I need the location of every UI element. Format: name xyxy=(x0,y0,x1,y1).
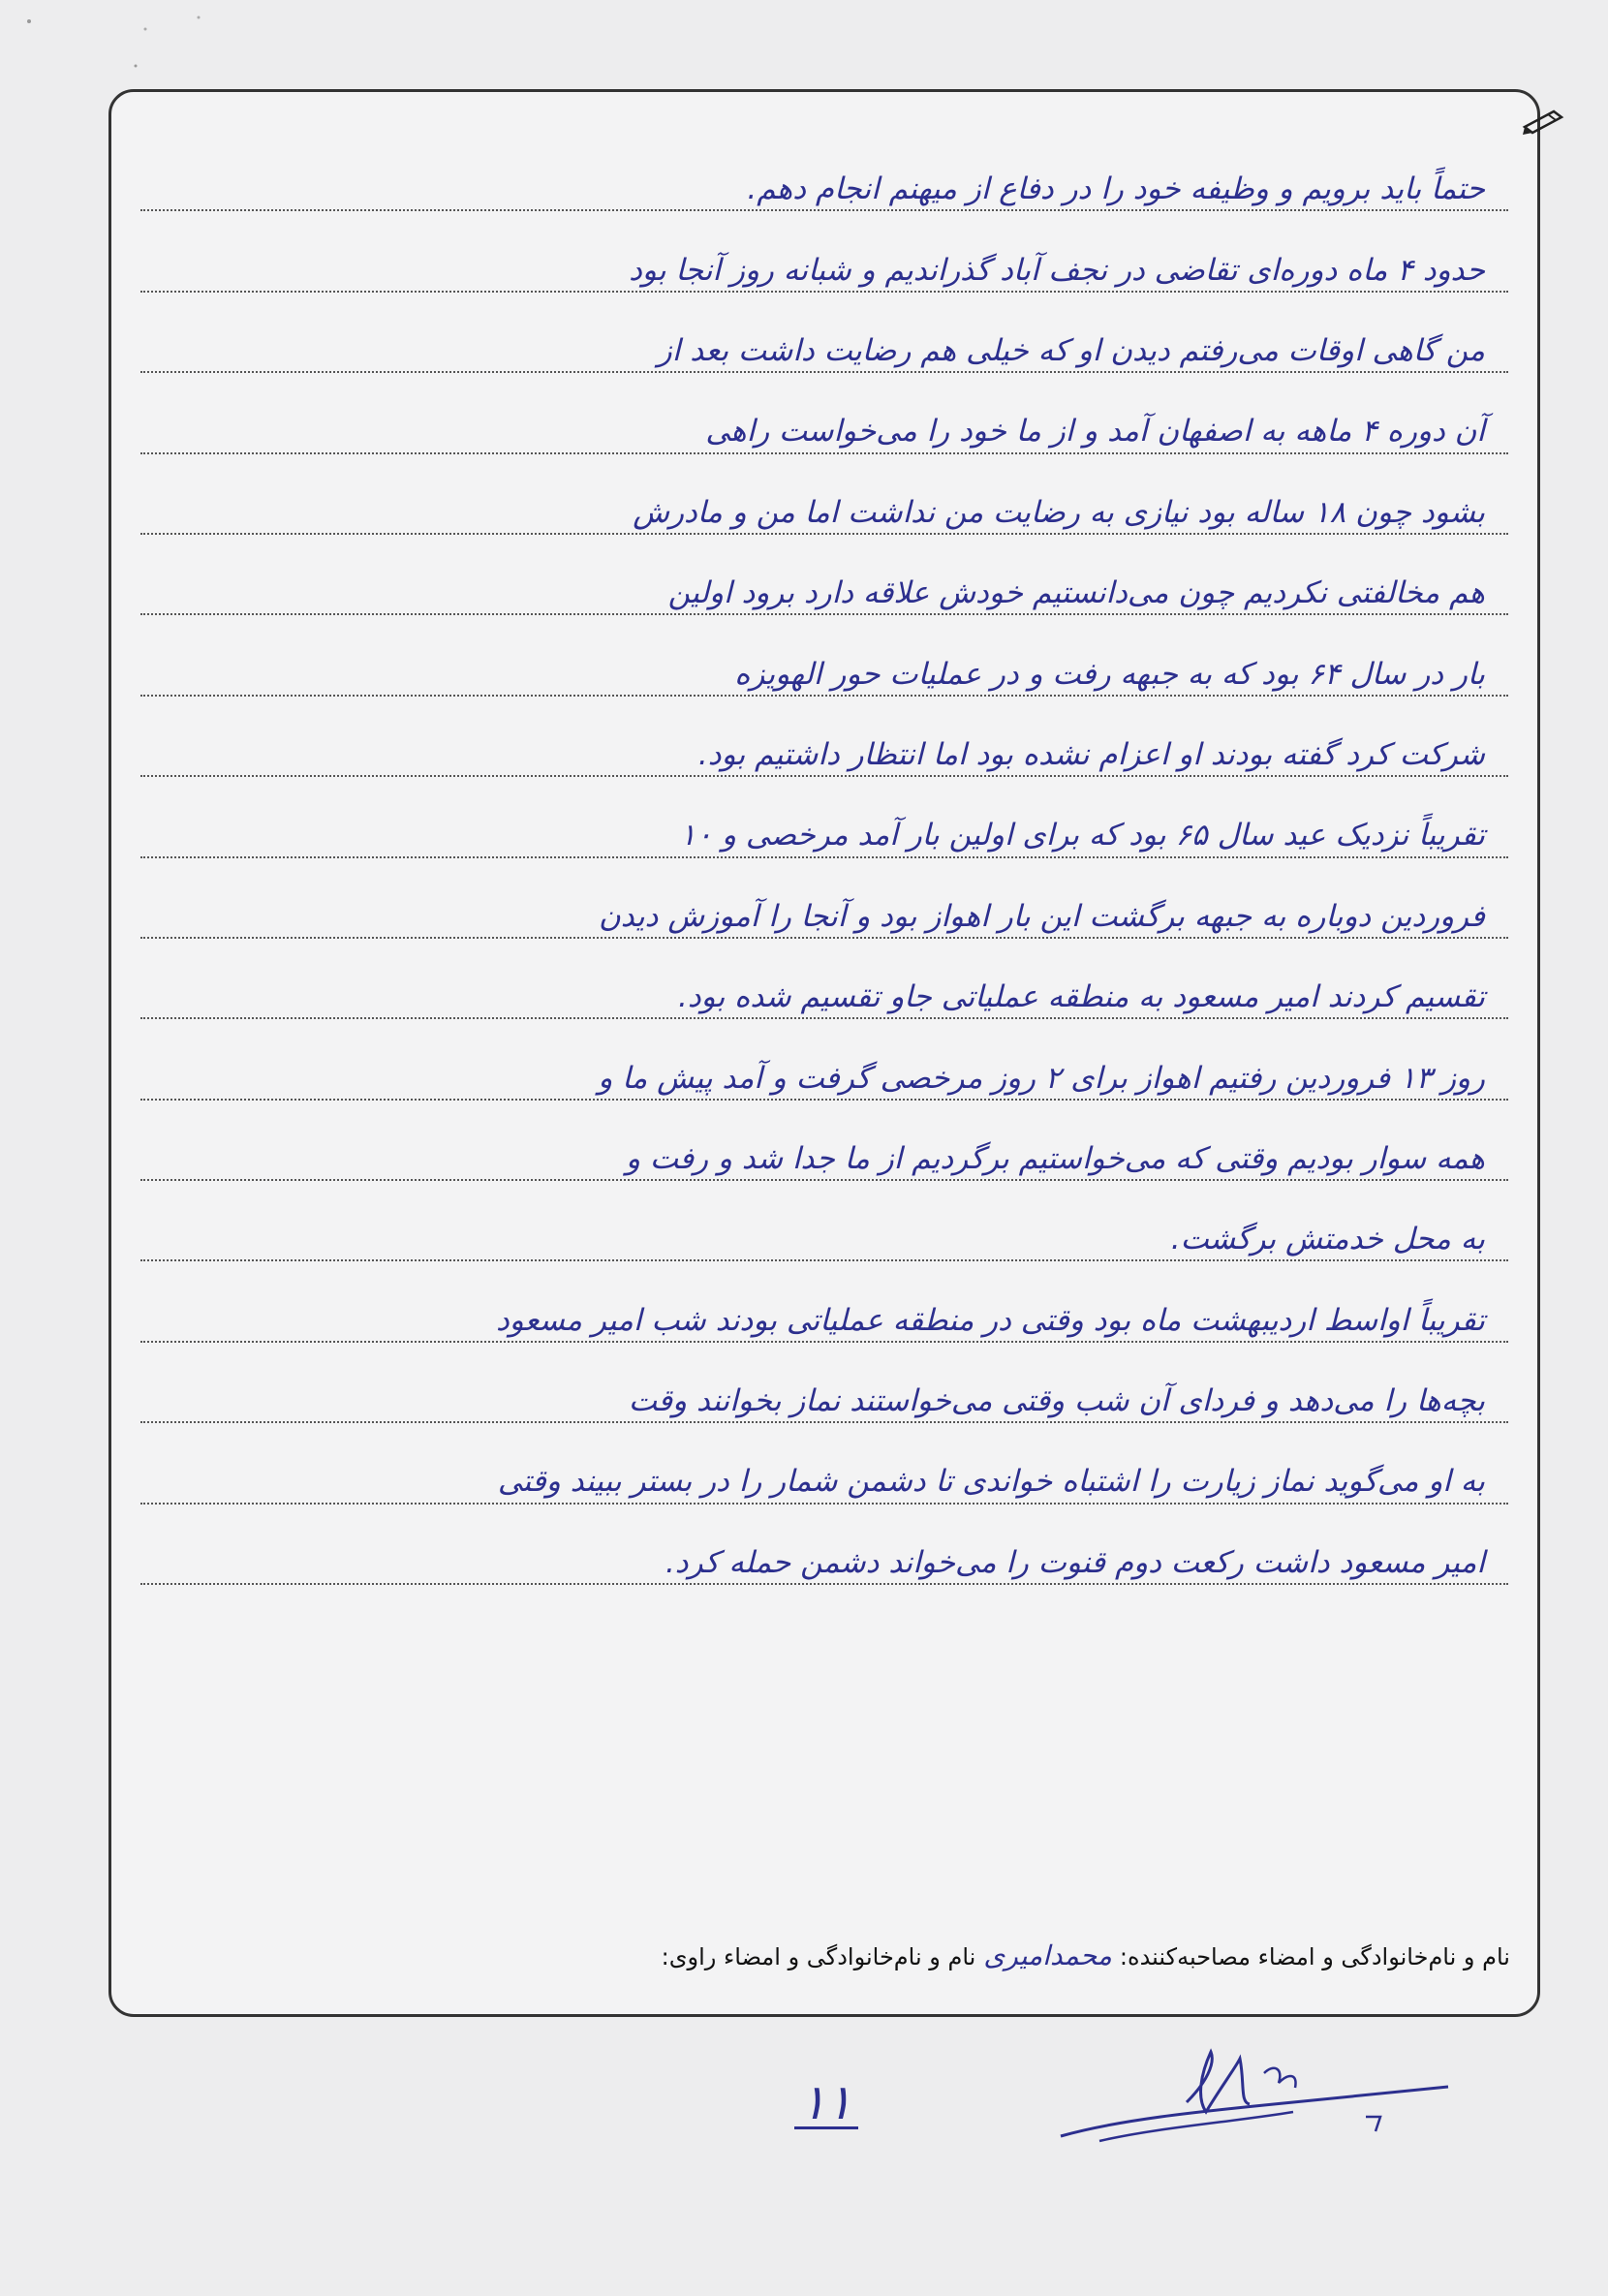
interviewer-signature: محمدامیری xyxy=(983,1939,1112,1971)
text-line: روز ۱۳ فروردین رفتیم اهواز برای ۲ روز مرخصی گرفت و آمد پیش ما و xyxy=(140,1019,1508,1100)
form-frame xyxy=(108,89,1540,2017)
text-line: بچه‌ها را می‌دهد و فردای آن شب وقتی می‌خواستند نماز بخوانند وقت xyxy=(140,1343,1508,1423)
text-line: تقسیم کردند امیر مسعود به منطقه عملیاتی جاو تقسیم شده بود. xyxy=(140,939,1508,1019)
narrator-label: نام و نام‌خانوادگی و امضاء راوی: xyxy=(661,1943,976,1970)
interviewer-label: نام و نام‌خانوادگی و امضاء مصاحبه‌کننده: xyxy=(1119,1943,1510,1970)
text-line: حتماً باید برویم و وظیفه خود را در دفاع از میهنم انجام دهم. xyxy=(140,131,1508,211)
text-line: به او می‌گوید نماز زیارت را اشتباه خواندی تا دشمن شمار را در بستر ببیند وقتی xyxy=(140,1423,1508,1504)
signature-footer xyxy=(111,1939,1537,1971)
handwritten-lines xyxy=(140,131,1508,1585)
text-line: تقریباً اواسط اردیبهشت ماه بود وقتی در منطقه عملیاتی بودند شب امیر مسعود xyxy=(140,1261,1508,1342)
text-line: امیر مسعود داشت رکعت دوم قنوت را می‌خواند دشمن حمله کرد. xyxy=(140,1505,1508,1585)
text-line: به محل خدمتش برگشت. xyxy=(140,1181,1508,1261)
text-line: من گاهی اوقات می‌رفتم دیدن او که خیلی هم رضایت داشت بعد از xyxy=(140,293,1508,373)
text-line: بشود چون ۱۸ ساله بود نیازی به رضایت من نداشت اما من و مادرش xyxy=(140,454,1508,535)
text-line: آن دوره ۴ ماهه به اصفهان آمد و از ما خود را می‌خواست راهی xyxy=(140,373,1508,453)
text-line: تقریباً نزدیک عید سال ۶۵ بود که برای اولین بار آمد مرخصی و ۱۰ xyxy=(140,777,1508,857)
text-line: شرکت کرد گفته بودند او اعزام نشده بود اما انتظار داشتیم بود. xyxy=(140,697,1508,777)
narrator-signature xyxy=(1041,2044,1458,2151)
pencil-icon xyxy=(1521,104,1567,137)
paper-specks xyxy=(0,0,291,78)
text-line: همه سوار بودیم وقتی که می‌خواستیم برگردیم از ما جدا شد و رفت و xyxy=(140,1101,1508,1181)
text-line: فروردین دوباره به جبهه برگشت این بار اهواز بود و آنجا را آموزش دیدن xyxy=(140,858,1508,939)
page-number: ۱۱ xyxy=(794,2078,858,2129)
text-line: بار در سال ۶۴ بود که به جبهه رفت و در عملیات حور الهویزه xyxy=(140,615,1508,696)
text-line: هم مخالفتی نکردیم چون می‌دانستیم خودش علاقه دارد برود اولین xyxy=(140,535,1508,615)
text-line: حدود ۴ ماه دوره‌ای تقاضی در نجف آباد گذراندیم و شبانه روز آنجا بود xyxy=(140,211,1508,292)
